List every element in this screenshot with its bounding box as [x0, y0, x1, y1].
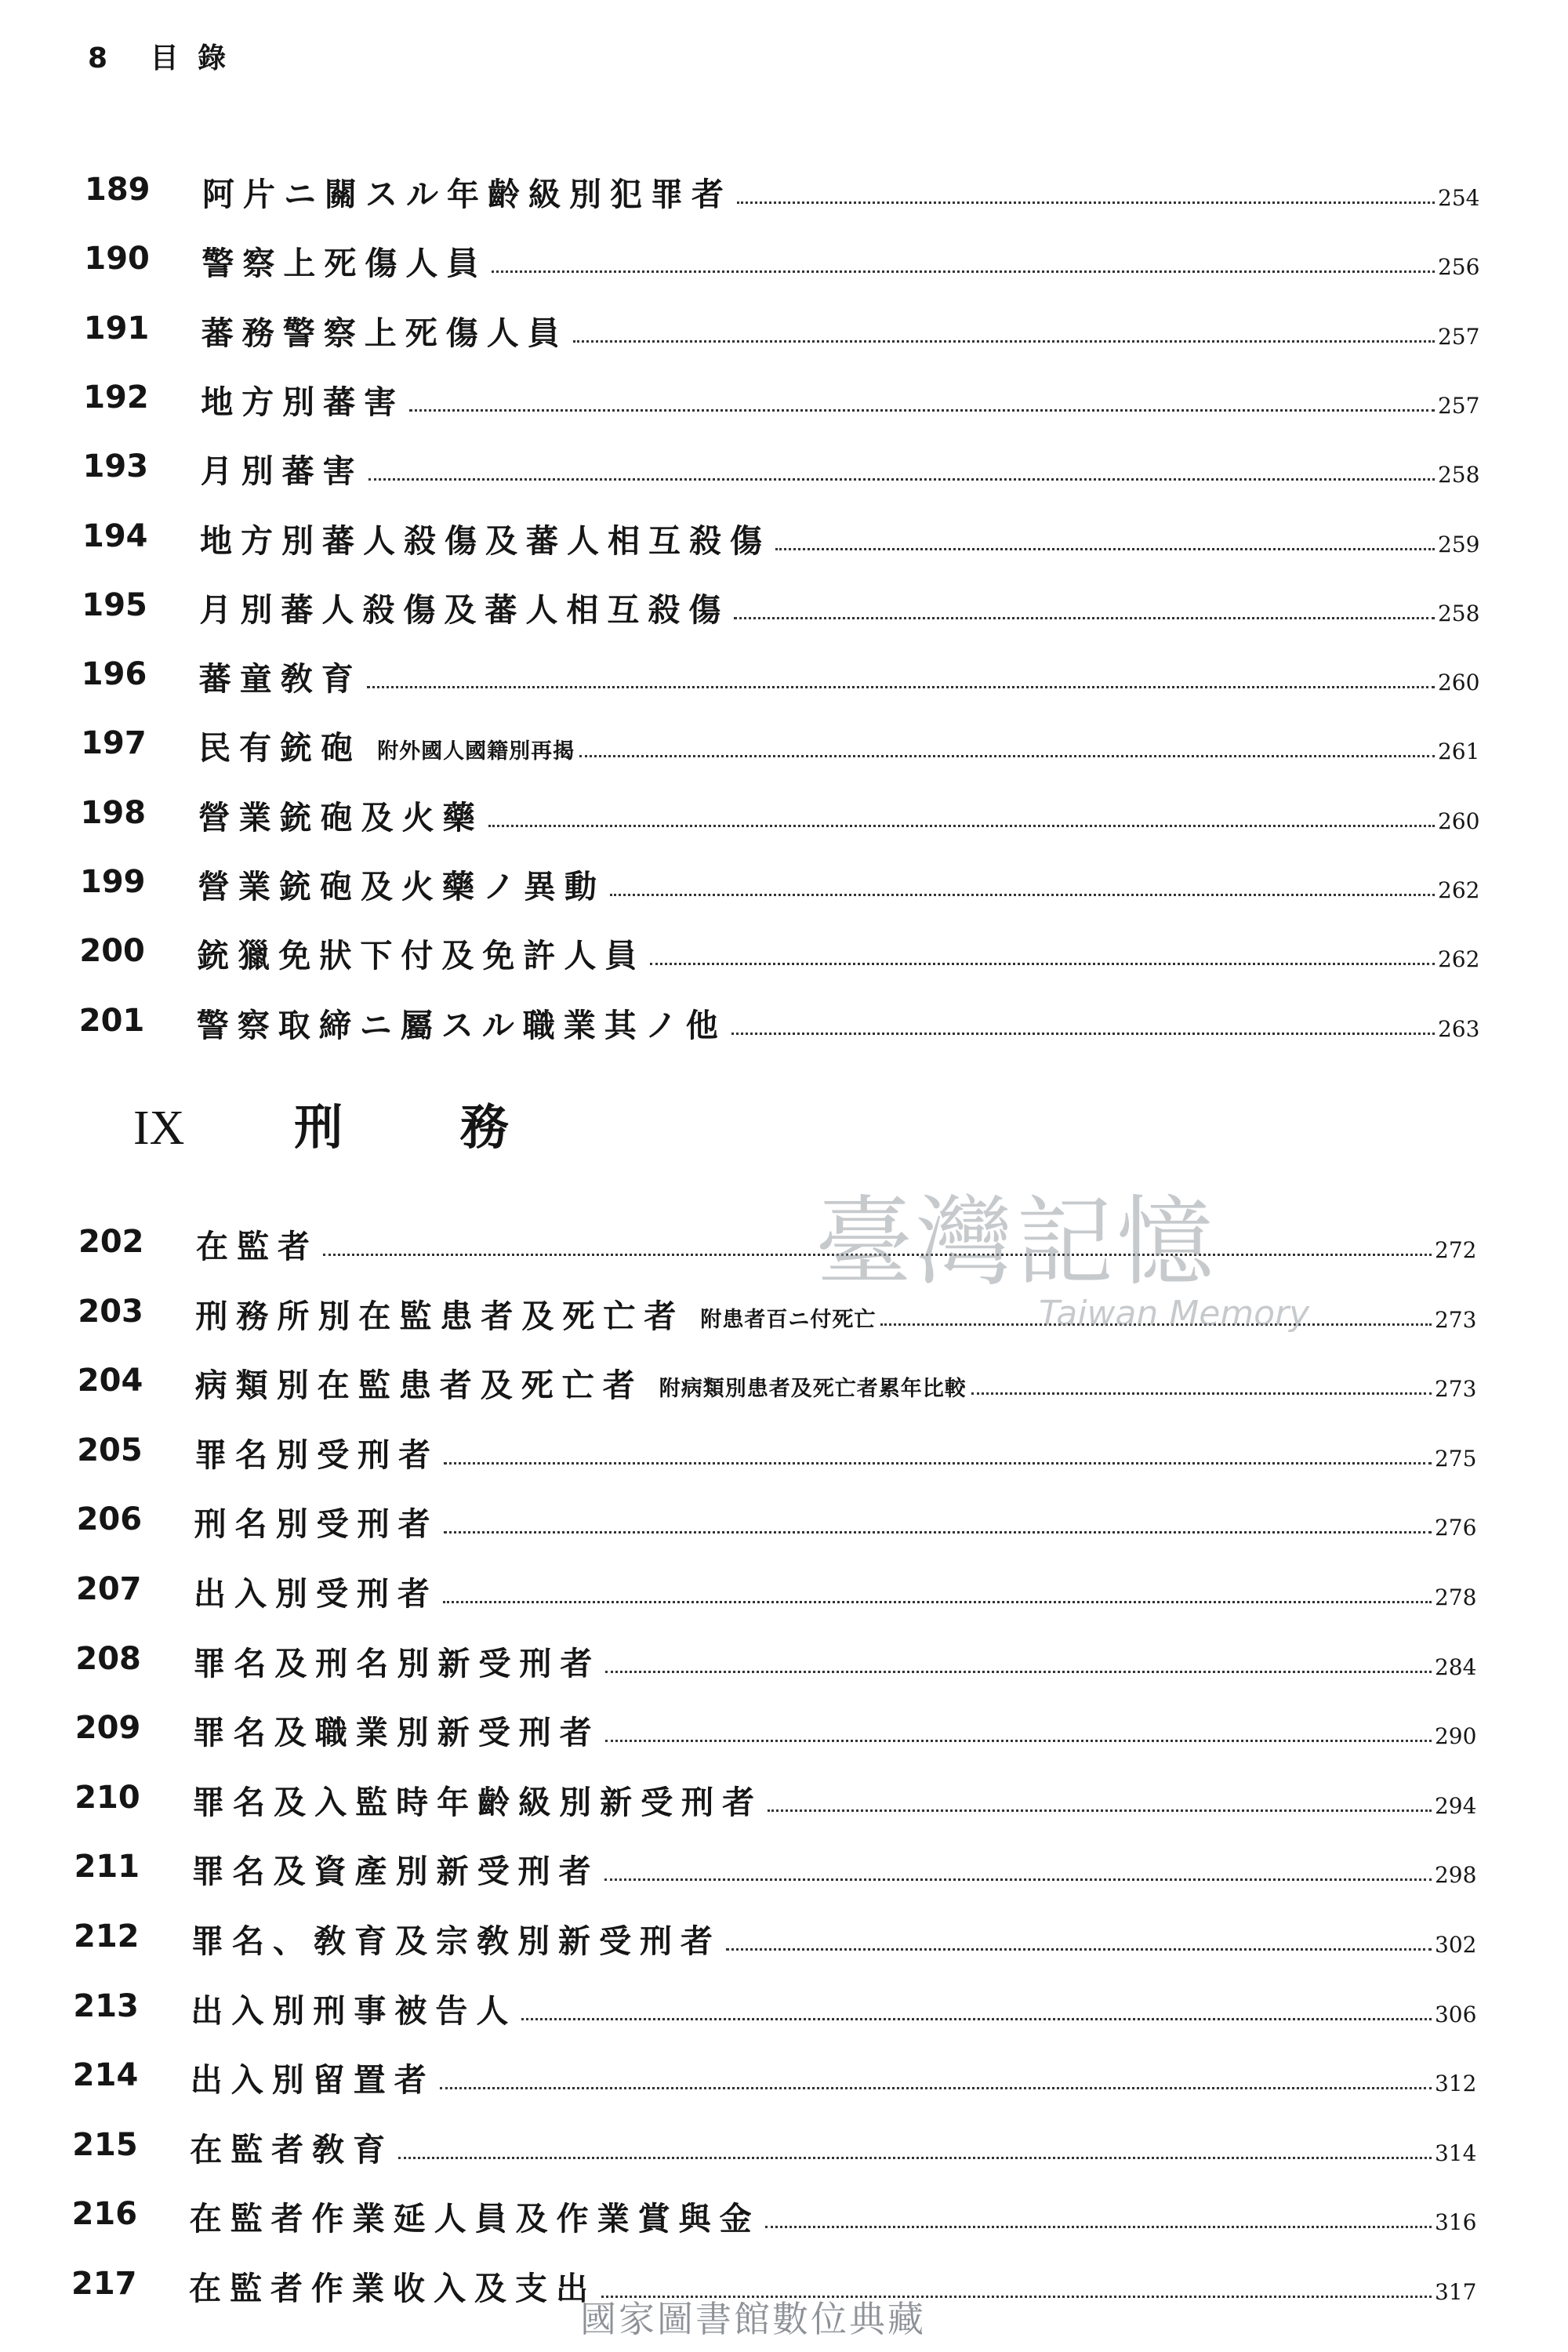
toc-entry-title: 出入別刑事被告人: [191, 1991, 517, 2030]
toc-entry-title: 出入別留置者: [190, 2061, 435, 2100]
toc-entry-title: 地方別蕃害: [201, 383, 405, 421]
toc-entry-title: 蕃務警察上死傷人員: [201, 314, 568, 352]
dot-leader: [367, 686, 1435, 688]
toc-entry: [193, 1704, 1480, 1755]
toc-entry-title: 銃獵免狀下付及免許人員: [197, 937, 646, 975]
toc-entry-page: 262: [1437, 946, 1480, 973]
toc-entry-number: 216: [71, 2196, 138, 2233]
toc-entry-page: 317: [1435, 2279, 1477, 2305]
dot-leader: [731, 1033, 1435, 1035]
toc-entry: [198, 789, 1483, 840]
toc-entry-title: 在監者作業延人員及作業賞與金: [189, 2200, 760, 2238]
toc-entry-number: 195: [82, 586, 147, 623]
toc-entry-number: 192: [83, 379, 149, 416]
toc-row: [0, 2122, 1568, 2184]
toc-row: [0, 305, 1568, 368]
toc-entry: [191, 1913, 1480, 1963]
toc-entry-page: 314: [1434, 2140, 1477, 2166]
toc-entry: [195, 1357, 1480, 1407]
dot-leader: [444, 1531, 1432, 1534]
toc-row: [0, 582, 1568, 644]
toc-entry-title: 病類別在監患者及死亡者: [194, 1367, 644, 1405]
toc-entry-page: 276: [1434, 1515, 1477, 1541]
toc-entry: [191, 2052, 1480, 2102]
dot-leader: [737, 201, 1435, 204]
toc-entry: [201, 235, 1483, 285]
toc-entry-page: 257: [1437, 392, 1480, 419]
toc-entry: [190, 2122, 1480, 2172]
toc-row: [0, 651, 1568, 713]
toc-entry: [202, 166, 1483, 216]
toc-entry-number: 203: [78, 1293, 143, 1330]
dot-leader: [444, 1462, 1432, 1465]
toc-entry-title: 罪名及職業別新受刑者: [192, 1714, 601, 1752]
toc-entry: [193, 1635, 1480, 1686]
toc-entry: [198, 720, 1483, 770]
toc-entry-number: 213: [73, 1987, 139, 2024]
toc-entry-page: 278: [1435, 1584, 1477, 1610]
toc-entry-title: 罪名別受刑者: [194, 1436, 440, 1474]
toc-entry-title: 月別蕃人殺傷及蕃人相互殺傷: [199, 590, 730, 629]
dot-leader: [573, 340, 1435, 343]
toc-entry: [199, 582, 1483, 632]
toc-entry-number: 215: [72, 2126, 138, 2163]
toc-row: [0, 235, 1568, 298]
toc-row: [0, 1218, 1568, 1281]
toc-entry-number: 194: [82, 517, 148, 554]
toc-entry-page: 316: [1434, 2209, 1477, 2236]
section-roman-numeral: IX: [133, 1102, 185, 1155]
dot-leader: [610, 894, 1435, 896]
toc-entry-number: 193: [82, 448, 149, 485]
toc-row: [0, 1566, 1568, 1628]
toc-entry: [194, 1566, 1480, 1616]
toc-entry-title: 罪名、敎育及宗敎別新受刑者: [191, 1922, 721, 1960]
toc-row: [0, 1843, 1568, 1906]
dot-leader: [775, 548, 1435, 550]
toc-row: [0, 1983, 1568, 2045]
toc-entry-page: 254: [1438, 185, 1480, 211]
toc-entry-page: 294: [1434, 1792, 1477, 1819]
toc-row: [0, 1427, 1568, 1490]
toc-entry-number: 212: [74, 1918, 140, 1955]
toc-entry: [192, 1843, 1480, 1893]
toc-entry-page: 290: [1434, 1723, 1477, 1750]
toc-entry-page: 263: [1437, 1015, 1480, 1042]
toc-entry-number: 201: [78, 1002, 145, 1039]
toc-entry-title: 在監者敎育: [190, 2130, 394, 2169]
toc-entry-title: 在監者作業收入及支出: [189, 2270, 597, 2307]
toc-entry-number: 217: [71, 2266, 137, 2302]
toc-entry: [194, 1427, 1480, 1477]
dot-leader: [726, 1948, 1432, 1951]
dot-leader: [734, 617, 1435, 619]
dot-leader: [971, 1392, 1432, 1395]
dot-leader: [604, 1878, 1432, 1881]
toc-entry: [201, 305, 1483, 355]
toc-row: [0, 789, 1568, 852]
toc-entry-number: 200: [79, 933, 145, 970]
toc-entry: [197, 927, 1483, 978]
toc-entry-title: 營業銃砲及火藥: [198, 798, 484, 837]
toc-row: [0, 2190, 1568, 2253]
toc-entry-title: 刑務所別在監患者及死亡者: [195, 1297, 685, 1335]
toc-row: [0, 1635, 1568, 1698]
toc-entry-title: 營業銃砲及火藥ノ異動: [198, 868, 605, 906]
watermark-sub-text: Taiwan Memory: [1039, 1294, 1310, 1334]
toc-row: [0, 858, 1568, 921]
toc-entry-number: 204: [77, 1363, 143, 1399]
section-heading: [133, 1096, 509, 1160]
dot-leader: [579, 755, 1435, 757]
toc-entry-number: 191: [83, 310, 150, 347]
toc-entry-note: 附外國人國籍別再揭: [377, 739, 575, 764]
toc-entry-page: 302: [1435, 1932, 1477, 1958]
toc-entry-title: 蕃童敎育: [198, 660, 362, 699]
page-header: [88, 36, 230, 76]
toc-entry-page: 260: [1437, 670, 1480, 696]
toc-row: [0, 374, 1568, 437]
toc-entry-number: 209: [74, 1710, 141, 1747]
toc-entry-number: 199: [80, 864, 146, 900]
toc-row: [0, 2052, 1568, 2114]
dot-leader: [409, 409, 1435, 412]
toc-entry: [199, 651, 1483, 701]
toc-entry-title: 民有銃砲: [198, 729, 362, 768]
header-title: 目 錄: [150, 42, 231, 74]
toc-entry-title: 月別蕃害: [200, 452, 364, 491]
toc-entry-number: 206: [76, 1501, 143, 1538]
toc-entry-page: 284: [1434, 1653, 1477, 1680]
toc-entry-title: 罪名及資產別新受刑者: [191, 1853, 600, 1891]
toc-entry: [201, 443, 1483, 493]
toc-entry: [194, 1496, 1480, 1546]
toc-entry-page: 275: [1434, 1445, 1477, 1472]
dot-leader: [492, 270, 1435, 273]
toc-entry-page: 272: [1435, 1237, 1477, 1263]
toc-entry-number: 202: [78, 1224, 144, 1260]
dot-leader: [650, 963, 1435, 965]
toc-entry-title: 警察取締ニ屬スル職業其ノ他: [196, 1006, 727, 1044]
toc-row: [0, 1913, 1568, 1976]
toc-entry-page: 262: [1438, 877, 1480, 903]
toc-entry-note: 附患者百ニ付死亡: [700, 1307, 877, 1332]
section-title-char-1: 刑: [294, 1098, 343, 1156]
toc-entry-page: 273: [1434, 1306, 1477, 1333]
toc-entry: [197, 997, 1483, 1047]
dot-leader: [488, 825, 1435, 827]
toc-entry-number: 205: [77, 1432, 143, 1468]
toc-row: [0, 513, 1568, 575]
toc-entry-number: 198: [80, 794, 147, 831]
toc-entry-number: 210: [74, 1779, 140, 1816]
toc-entry-title: 警察上死傷人員: [201, 245, 488, 283]
toc-entry-page: 258: [1437, 600, 1480, 626]
toc-row: [0, 1496, 1568, 1559]
toc-entry-page: 256: [1437, 254, 1480, 281]
toc-entry-number: 197: [81, 725, 147, 762]
toc-entry: [192, 1774, 1480, 1824]
toc-entry: [200, 513, 1483, 563]
dot-leader: [605, 1740, 1432, 1742]
toc-entry: [190, 2190, 1480, 2241]
toc-entry-title: 地方別蕃人殺傷及蕃人相互殺傷: [200, 521, 771, 560]
toc-entry-number: 207: [76, 1571, 142, 1607]
toc-row: [0, 1704, 1568, 1767]
watermark-main-text: 臺灣記憶: [815, 1186, 1218, 1299]
toc-row: [0, 927, 1568, 990]
toc-entry-page: 258: [1437, 462, 1480, 488]
toc-entry: [198, 858, 1483, 909]
header-page-number: 8: [88, 42, 113, 74]
toc-entry-title: 罪名及入監時年齡級別新受刑者: [192, 1783, 764, 1821]
toc-entry-title: 出入別受刑者: [194, 1575, 438, 1613]
toc-entry-number: 214: [72, 2057, 139, 2094]
toc-entry-page: 298: [1434, 1862, 1477, 1889]
toc-entry-page: 257: [1437, 323, 1480, 350]
toc-row: [0, 1357, 1568, 1420]
dot-leader: [521, 2018, 1432, 2020]
toc-entry-number: 211: [74, 1849, 140, 1886]
toc-row: [0, 997, 1568, 1060]
toc-row: [0, 166, 1568, 229]
toc-entry-number: 190: [84, 241, 150, 278]
toc-row: [0, 720, 1568, 782]
toc-row: [0, 443, 1568, 506]
dot-leader: [368, 478, 1435, 481]
dot-leader: [768, 1809, 1432, 1812]
toc-entry: [191, 1983, 1480, 2033]
dot-leader: [323, 1254, 1432, 1256]
toc-entry-title: 在監者: [196, 1228, 318, 1265]
toc-entry-page: 273: [1434, 1376, 1477, 1403]
dot-leader: [765, 2226, 1432, 2228]
toc-entry: [196, 1218, 1480, 1269]
toc-entry-number: 196: [81, 656, 147, 693]
dot-leader: [605, 1671, 1432, 1673]
toc-entry-page: 259: [1438, 531, 1480, 557]
dot-leader: [398, 2157, 1432, 2159]
toc-entry-page: 312: [1434, 2071, 1477, 2097]
toc-entry-note: 附病類別患者及死亡者累年比較: [659, 1377, 967, 1402]
toc-entry-title: 刑名別受刑者: [194, 1505, 439, 1544]
toc-entry-number: 208: [75, 1640, 141, 1677]
toc-entry: [195, 1288, 1480, 1338]
dot-leader: [880, 1323, 1432, 1326]
toc-entry-page: 306: [1434, 2001, 1477, 2027]
toc-entry-page: 260: [1437, 808, 1480, 834]
section-title-char-2: 務: [459, 1098, 509, 1156]
toc-entry-title: 阿片ニ關スル年齡級別犯罪者: [202, 176, 732, 213]
toc-entry-number: 189: [85, 172, 151, 208]
footer-watermark: 國家圖書館數位典藏: [580, 2298, 926, 2340]
toc-row: [0, 1288, 1568, 1351]
dot-leader: [440, 2087, 1432, 2089]
toc-row: [0, 1774, 1568, 1837]
toc-entry-page: 261: [1437, 739, 1480, 765]
dot-leader: [443, 1601, 1432, 1603]
toc-entry: [201, 374, 1483, 424]
toc-entry-title: 罪名及刑名別新受刑者: [193, 1644, 601, 1682]
